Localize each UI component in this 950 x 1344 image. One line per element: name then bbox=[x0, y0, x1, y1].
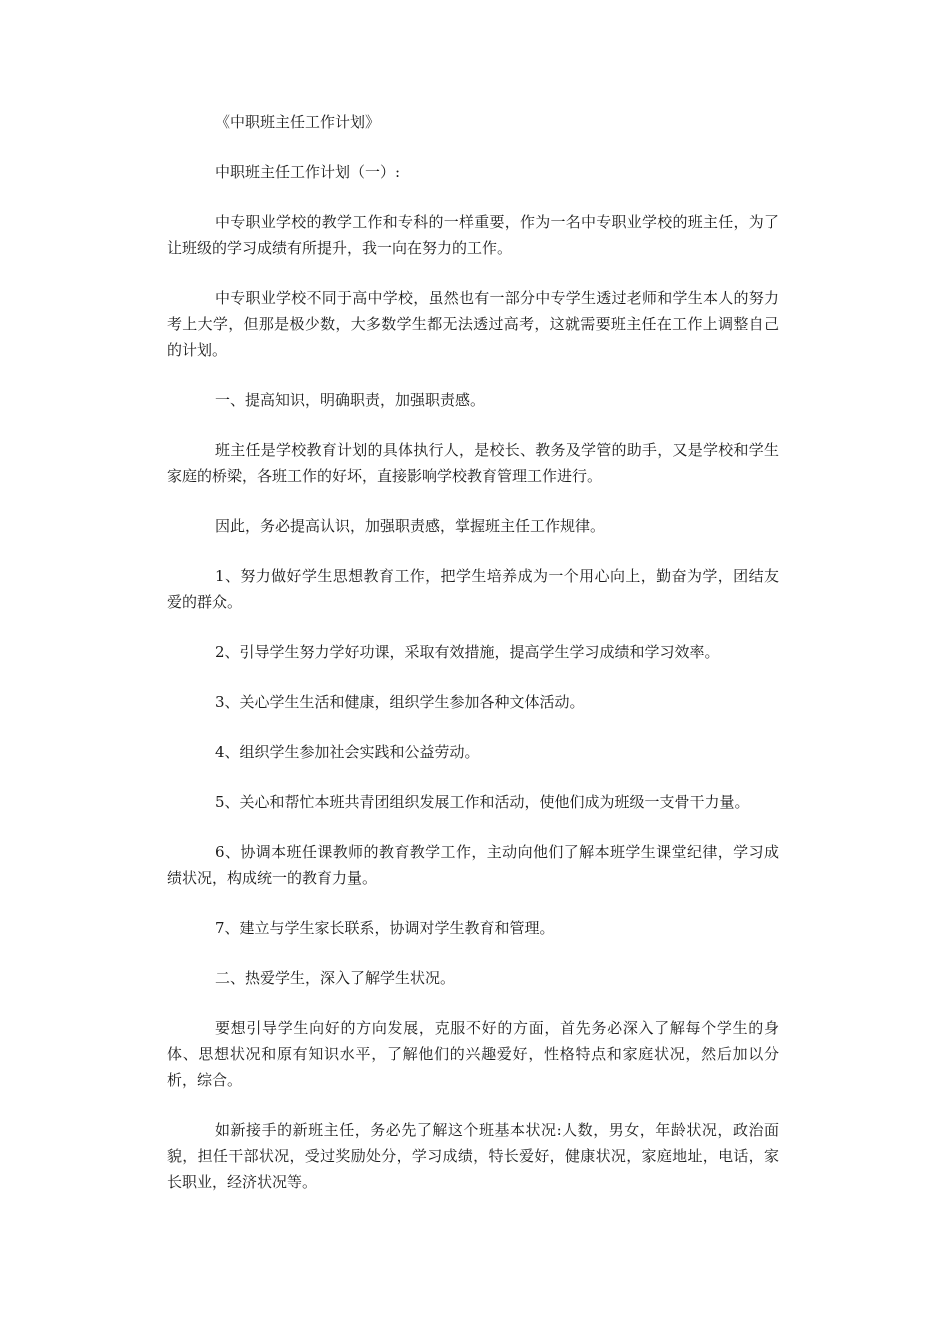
list-item-4: 4、组织学生参加社会实践和公益劳动。 bbox=[215, 743, 480, 761]
document-title: 《中职班主任工作计划》 bbox=[215, 113, 381, 131]
paragraph-role: 班主任是学校教育计划的具体执行人，是校长、教务及学管的助手，又是学校和学生家庭的桥梁，各班工作的好坏，直接影响学校教育管理工作进行。 bbox=[167, 441, 779, 485]
list-item-5: 5、关心和帮忙本班共青团组织发展工作和活动，使他们成为班级一支骨干力量。 bbox=[215, 793, 750, 811]
section-heading-1: 一、提高知识，明确职责，加强职责感。 bbox=[215, 391, 486, 409]
document-page bbox=[167, 109, 779, 1219]
document-subtitle: 中职班主任工作计划（一）: bbox=[215, 163, 401, 181]
list-item-2: 2、引导学生努力学好功课，采取有效措施，提高学生学习成绩和学习效率。 bbox=[215, 643, 720, 661]
list-item-7: 7、建立与学生家长联系，协调对学生教育和管理。 bbox=[215, 919, 555, 937]
paragraph-new-teacher: 如新接手的新班主任，务必先了解这个班基本状况:人数，男女，年龄状况，政治面貌，担任干部状况，受过奖励处分，学习成绩，特长爱好，健康状况，家庭地址，电话，家长职业，经济状况等。 bbox=[167, 1121, 779, 1191]
paragraph-understand: 要想引导学生向好的方向发展，克服不好的方面，首先务必深入了解每个学生的身体、思想状况和原有知识水平，了解他们的兴趣爱好，性格特点和家庭状况，然后加以分析，综合。 bbox=[167, 1019, 779, 1089]
list-item-3: 3、关心学生生活和健康，组织学生参加各种文体活动。 bbox=[215, 693, 585, 711]
paragraph-therefore: 因此，务必提高认识，加强职责感，掌握班主任工作规律。 bbox=[215, 517, 606, 535]
paragraph-intro: 中专职业学校的教学工作和专科的一样重要，作为一名中专职业学校的班主任，为了让班级的学习成绩有所提升，我一向在努力的工作。 bbox=[167, 213, 779, 257]
section-heading-2: 二、热爱学生，深入了解学生状况。 bbox=[215, 969, 456, 987]
paragraph-background: 中专职业学校不同于高中学校，虽然也有一部分中专学生透过老师和学生本人的努力考上大学，但那是极少数，大多数学生都无法透过高考，这就需要班主任在工作上调整自己的计划。 bbox=[167, 289, 779, 359]
list-item-6: 6、协调本班任课教师的教育教学工作，主动向他们了解本班学生课堂纪律，学习成绩状况，构成统一的教育力量。 bbox=[167, 843, 779, 887]
list-item-1: 1、努力做好学生思想教育工作，把学生培养成为一个用心向上，勤奋为学，团结友爱的群众。 bbox=[167, 567, 779, 611]
